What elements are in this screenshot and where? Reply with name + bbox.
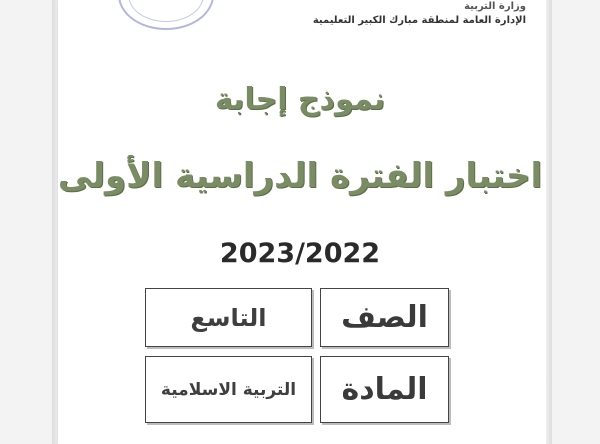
grade-value-cell (145, 288, 312, 347)
directorate-name: الإدارة العامة لمنطقة مبارك الكبير التعليمية (312, 15, 526, 26)
ministry-name: وزارة التربية (464, 1, 526, 12)
subject-value: التربية الاسلامية (160, 379, 297, 400)
subject-label-cell (320, 356, 449, 423)
seal-inner-ring (128, 0, 204, 22)
page-edge-right (546, 0, 552, 444)
answer-key-title: نموذج إجابة (214, 82, 386, 117)
grade-label-cell (320, 288, 449, 347)
subject-label: المادة (341, 372, 428, 407)
subject-value-cell (145, 356, 312, 423)
academic-year: 2023/2022 (219, 238, 381, 269)
grade-label: الصف (341, 300, 428, 335)
exam-title: اختبار الفترة الدراسية الأولى (57, 156, 543, 196)
grade-value: التاسع (190, 303, 267, 332)
